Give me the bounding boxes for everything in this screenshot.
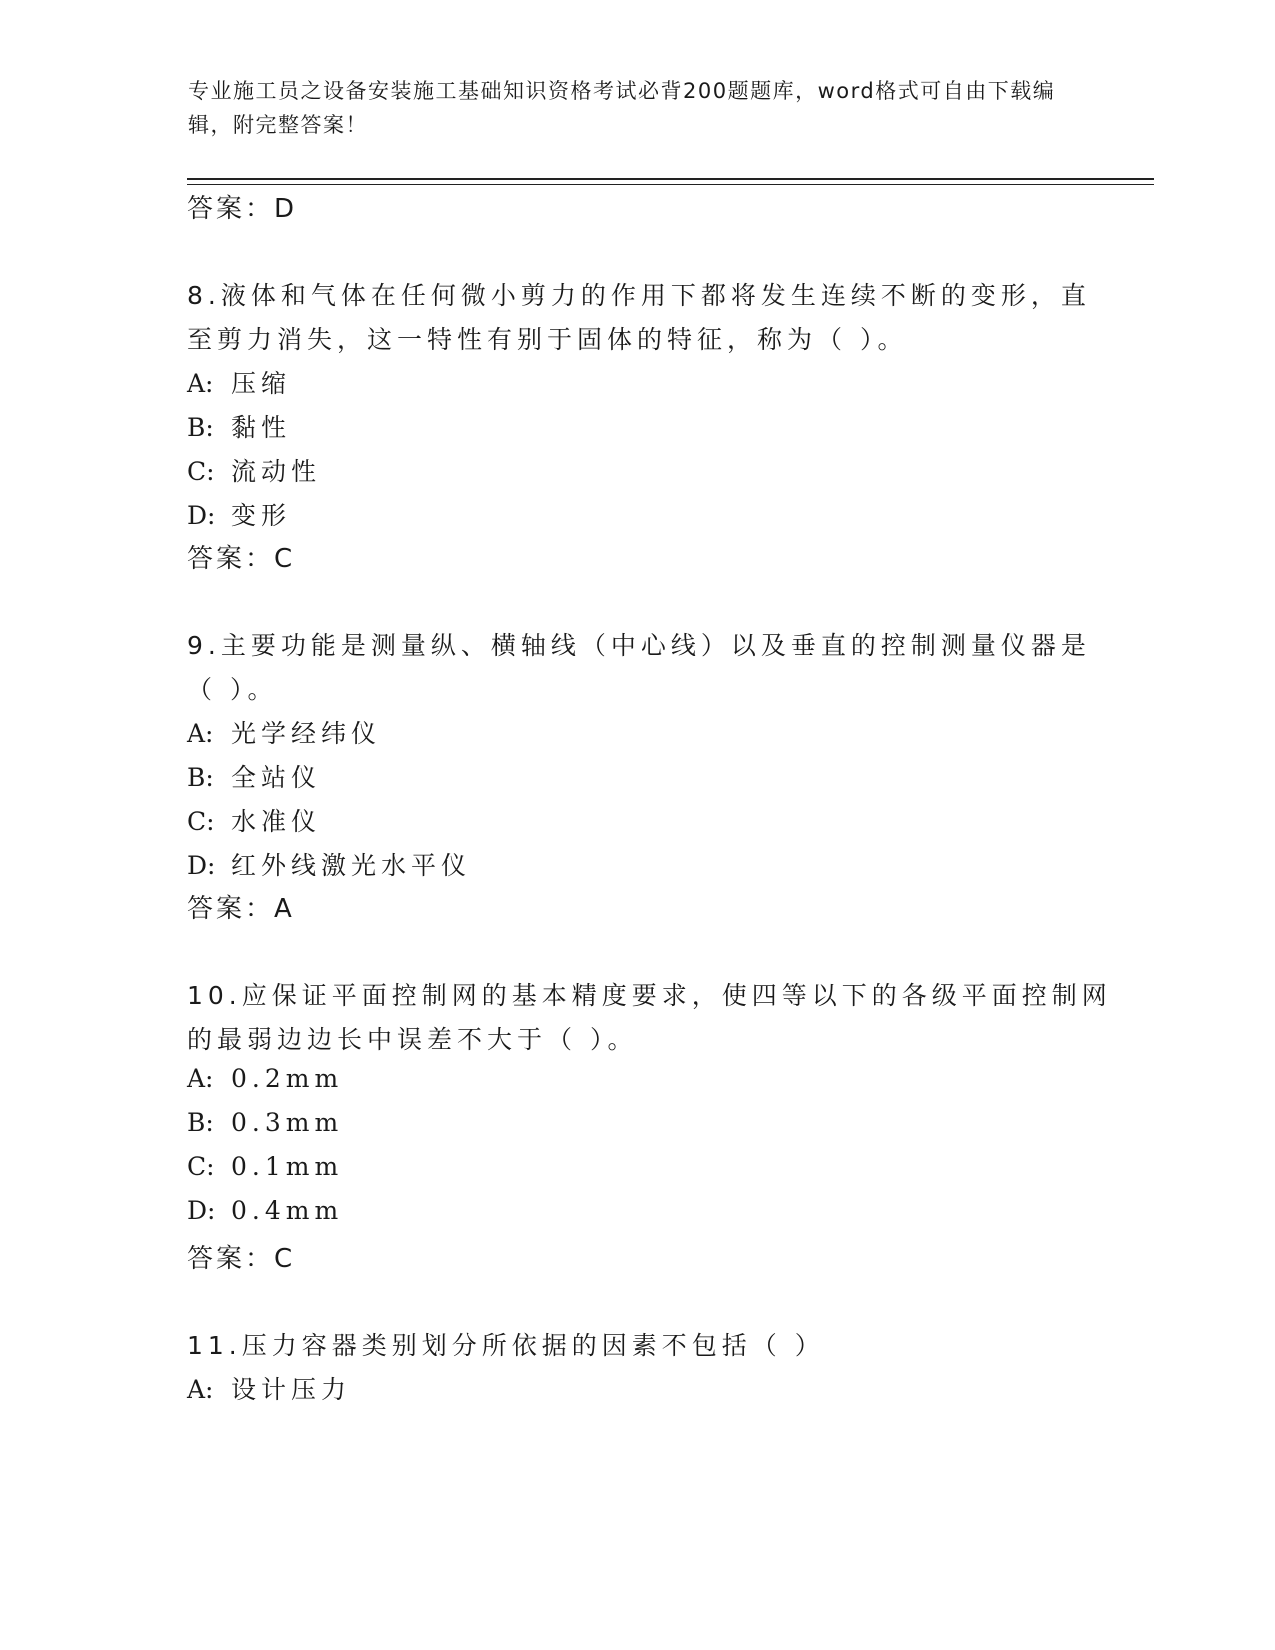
- question-10-line-1: 10.应保证平面控制网的基本精度要求，使四等以下的各级平面控制网: [187, 981, 1112, 1010]
- question-8-answer: 答案：C: [187, 544, 296, 574]
- option-label: A:: [187, 1064, 214, 1093]
- option-label: B:: [187, 413, 214, 442]
- option-text: 水准仪: [231, 807, 322, 836]
- option-text: 0.2mm: [231, 1064, 344, 1093]
- option-label: C:: [187, 807, 215, 836]
- document-header: 专业施工员之设备安装施工基础知识资格考试必背200题题库，word格式可自由下载编辑，附完整答案！: [188, 79, 1056, 137]
- question-10-option-a: [187, 1064, 343, 1093]
- question-11-line-1: 11.压力容器类别划分所依据的因素不包括（ ）: [187, 1331, 825, 1360]
- question-8-option-a: [187, 364, 291, 400]
- option-label: D:: [187, 501, 216, 530]
- question-11-option-a: [187, 1370, 351, 1406]
- question-9-option-d: [187, 846, 471, 882]
- answer-previous: 答案：D: [187, 194, 298, 224]
- option-text: 黏性: [231, 413, 292, 442]
- question-9-option-a: [187, 714, 381, 750]
- question-10-option-c: [187, 1152, 343, 1181]
- question-9-option-b: [187, 758, 321, 794]
- option-text: 红外线激光水平仪: [231, 851, 472, 880]
- option-label: B:: [187, 1108, 214, 1137]
- question-10-option-b: [187, 1108, 343, 1137]
- option-text: 0.4mm: [231, 1196, 344, 1225]
- question-9-answer: 答案：A: [187, 894, 295, 924]
- question-10-answer: 答案：C: [187, 1244, 296, 1274]
- question-9-option-c: [187, 802, 321, 838]
- option-label: A:: [187, 1375, 214, 1404]
- header-divider-thin: [187, 184, 1154, 185]
- option-text: 0.3mm: [231, 1108, 344, 1137]
- option-label: D:: [187, 851, 216, 880]
- option-text: 0.1mm: [231, 1152, 344, 1181]
- option-label: A:: [187, 369, 214, 398]
- question-10-option-d: [187, 1196, 343, 1225]
- option-text: 流动性: [231, 457, 322, 486]
- question-8-option-c: [187, 452, 321, 488]
- option-text: 变形: [231, 501, 292, 530]
- question-9-line-2: （ ）。: [187, 675, 278, 704]
- option-text: 设计压力: [231, 1375, 352, 1404]
- option-label: A:: [187, 719, 214, 748]
- question-10-line-2: 的最弱边边长中误差不大于（ ）。: [187, 1025, 638, 1054]
- question-8-option-b: [187, 408, 291, 444]
- option-text: 全站仪: [231, 763, 322, 792]
- question-9-line-1: 9.主要功能是测量纵、横轴线（中心线）以及垂直的控制测量仪器是: [187, 631, 1091, 660]
- option-label: C:: [187, 457, 215, 486]
- header-divider: [187, 178, 1154, 180]
- question-8-line-2: 至剪力消失，这一特性有别于固体的特征，称为（ ）。: [187, 325, 908, 354]
- option-label: D:: [187, 1196, 216, 1225]
- option-text: 光学经纬仪: [231, 719, 382, 748]
- question-8-line-1: 8.液体和气体在任何微小剪力的作用下都将发生连续不断的变形，直: [187, 281, 1091, 310]
- option-label: C:: [187, 1152, 215, 1181]
- option-text: 压缩: [231, 369, 292, 398]
- option-label: B:: [187, 763, 214, 792]
- question-8-option-d: [187, 496, 291, 532]
